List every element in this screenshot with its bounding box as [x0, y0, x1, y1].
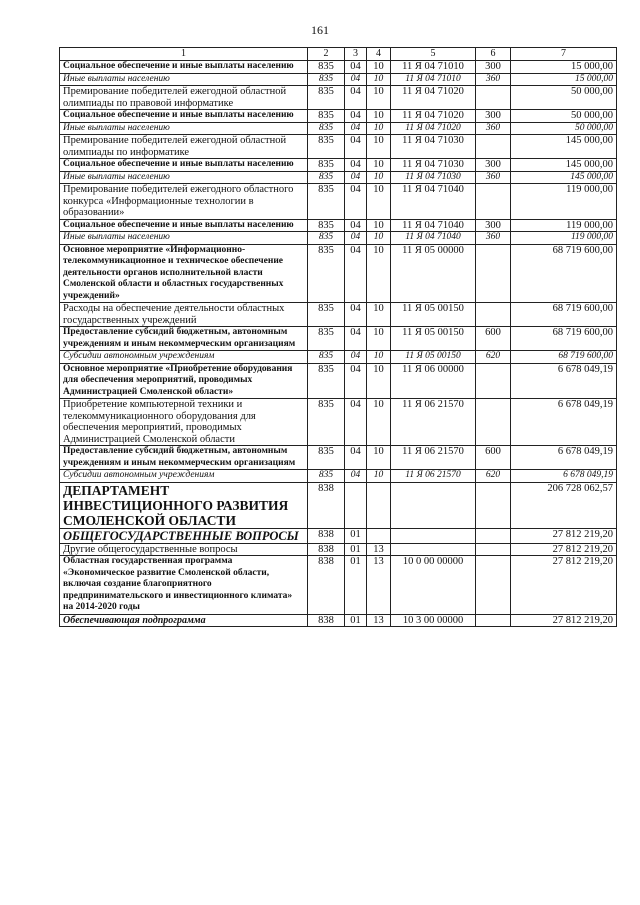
subsection-code-cell — [367, 482, 391, 528]
target-article-cell: 11 Я 04 71030 — [391, 159, 476, 172]
target-article-cell: 11 Я 06 00000 — [391, 363, 476, 399]
section-code-cell: 04 — [345, 363, 367, 399]
target-article-cell: 11 Я 06 21570 — [391, 399, 476, 446]
expense-type-cell — [476, 86, 511, 110]
row-name-cell: ОБЩЕГОСУДАРСТВЕННЫЕ ВОПРОСЫ — [60, 528, 308, 543]
amount-cell: 6 678 049,19 — [511, 399, 617, 446]
row-name-cell: Иные выплаты населению — [60, 232, 308, 245]
ministry-code-cell: 835 — [308, 159, 345, 172]
row-name-cell: Областная государственная программа «Экономическое развитие Смоленской области, включая создание благоприятного предпринимательского и инвестиционного климата» на 2014-2020 годы — [60, 556, 308, 615]
table-row — [60, 244, 617, 303]
subsection-code-cell: 10 — [367, 351, 391, 364]
row-name-cell: Премирование победителей ежегодной областной олимпиады по правовой информатике — [60, 86, 308, 110]
amount-cell: 68 719 600,00 — [511, 244, 617, 303]
ministry-code-cell: 838 — [308, 614, 345, 627]
subsection-code-cell: 10 — [367, 184, 391, 220]
amount-cell: 50 000,00 — [511, 86, 617, 110]
column-header: 1 — [60, 48, 308, 61]
subsection-code-cell: 10 — [367, 171, 391, 184]
expense-type-cell — [476, 244, 511, 303]
expense-type-cell: 360 — [476, 122, 511, 135]
ministry-code-cell: 835 — [308, 135, 345, 159]
target-article-cell: 11 Я 05 00150 — [391, 303, 476, 327]
row-name-cell: ДЕПАРТАМЕНТ ИНВЕСТИЦИОННОГО РАЗВИТИЯ СМОЛЕНСКОЙ ОБЛАСТИ — [60, 482, 308, 528]
expense-type-cell: 360 — [476, 232, 511, 245]
amount-cell: 15 000,00 — [511, 61, 617, 74]
target-article-cell: 11 Я 04 71040 — [391, 184, 476, 220]
target-article-cell: 10 0 00 00000 — [391, 556, 476, 615]
amount-cell: 145 000,00 — [511, 171, 617, 184]
ministry-code-cell: 835 — [308, 399, 345, 446]
section-code-cell: 04 — [345, 171, 367, 184]
target-article-cell: 11 Я 04 71040 — [391, 219, 476, 232]
subsection-code-cell: 10 — [367, 244, 391, 303]
expense-type-cell — [476, 184, 511, 220]
row-name-cell: Иные выплаты населению — [60, 122, 308, 135]
ministry-code-cell: 838 — [308, 556, 345, 615]
section-code-cell: 04 — [345, 110, 367, 123]
row-name-cell: Предоставление субсидий бюджетным, автономным учреждениям и иным некоммерческим организациям — [60, 446, 308, 470]
column-header: 5 — [391, 48, 476, 61]
table-row — [60, 399, 617, 446]
amount-cell: 50 000,00 — [511, 122, 617, 135]
table-row — [60, 556, 617, 615]
ministry-code-cell: 835 — [308, 303, 345, 327]
ministry-code-cell: 835 — [308, 363, 345, 399]
expense-type-cell: 600 — [476, 327, 511, 351]
expense-type-cell — [476, 135, 511, 159]
amount-cell: 68 719 600,00 — [511, 351, 617, 364]
amount-cell: 68 719 600,00 — [511, 327, 617, 351]
section-code-cell: 04 — [345, 61, 367, 74]
ministry-code-cell: 835 — [308, 327, 345, 351]
section-code-cell — [345, 482, 367, 528]
expense-type-cell: 360 — [476, 171, 511, 184]
target-article-cell: 11 Я 04 71010 — [391, 61, 476, 74]
row-name-cell: Социальное обеспечение и иные выплаты населению — [60, 61, 308, 74]
section-code-cell: 04 — [345, 219, 367, 232]
table-row — [60, 86, 617, 110]
table-row — [60, 73, 617, 86]
row-name-cell: Другие общегосударственные вопросы — [60, 543, 308, 556]
table-row — [60, 470, 617, 483]
target-article-cell: 11 Я 04 71040 — [391, 232, 476, 245]
amount-cell: 6 678 049,19 — [511, 470, 617, 483]
ministry-code-cell: 835 — [308, 61, 345, 74]
expense-type-cell — [476, 556, 511, 615]
amount-cell: 68 719 600,00 — [511, 303, 617, 327]
ministry-code-cell: 835 — [308, 244, 345, 303]
ministry-code-cell: 835 — [308, 470, 345, 483]
column-header: 7 — [511, 48, 617, 61]
subsection-code-cell: 10 — [367, 61, 391, 74]
expense-type-cell — [476, 363, 511, 399]
section-code-cell: 04 — [345, 446, 367, 470]
amount-cell: 27 812 219,20 — [511, 543, 617, 556]
section-code-cell: 01 — [345, 614, 367, 627]
budget-table — [59, 47, 617, 627]
ministry-code-cell: 838 — [308, 543, 345, 556]
subsection-code-cell: 10 — [367, 122, 391, 135]
row-name-cell: Обеспечивающая подпрограмма — [60, 614, 308, 627]
row-name-cell: Социальное обеспечение и иные выплаты населению — [60, 219, 308, 232]
table-row — [60, 122, 617, 135]
target-article-cell: 11 Я 06 21570 — [391, 470, 476, 483]
target-article-cell — [391, 543, 476, 556]
table-row — [60, 219, 617, 232]
expense-type-cell — [476, 303, 511, 327]
row-name-cell: Социальное обеспечение и иные выплаты населению — [60, 110, 308, 123]
subsection-code-cell: 10 — [367, 86, 391, 110]
subsection-code-cell: 13 — [367, 614, 391, 627]
amount-cell: 27 812 219,20 — [511, 614, 617, 627]
table-row — [60, 171, 617, 184]
amount-cell: 6 678 049,19 — [511, 363, 617, 399]
expense-type-cell — [476, 543, 511, 556]
target-article-cell — [391, 482, 476, 528]
target-article-cell: 11 Я 04 71020 — [391, 110, 476, 123]
row-name-cell: Социальное обеспечение и иные выплаты населению — [60, 159, 308, 172]
table-row — [60, 363, 617, 399]
target-article-cell — [391, 528, 476, 543]
row-name-cell: Основное мероприятие «Приобретение оборудования для обеспечения мероприятий, проводимых Администрацией Смоленской области» — [60, 363, 308, 399]
row-name-cell: Субсидии автономным учреждениям — [60, 351, 308, 364]
table-row — [60, 135, 617, 159]
ministry-code-cell: 835 — [308, 122, 345, 135]
amount-cell: 206 728 062,57 — [511, 482, 617, 528]
amount-cell: 6 678 049,19 — [511, 446, 617, 470]
row-name-cell: Премирование победителей ежегодной областной олимпиады по информатике — [60, 135, 308, 159]
table-row — [60, 110, 617, 123]
amount-cell: 27 812 219,20 — [511, 556, 617, 615]
subsection-code-cell: 10 — [367, 399, 391, 446]
expense-type-cell: 300 — [476, 159, 511, 172]
row-name-cell: Расходы на обеспечение деятельности областных государственных учреждений — [60, 303, 308, 327]
expense-type-cell — [476, 614, 511, 627]
expense-type-cell — [476, 399, 511, 446]
ministry-code-cell: 835 — [308, 171, 345, 184]
expense-type-cell: 600 — [476, 446, 511, 470]
row-name-cell: Субсидии автономным учреждениям — [60, 470, 308, 483]
table-row — [60, 614, 617, 627]
amount-cell: 119 000,00 — [511, 219, 617, 232]
subsection-code-cell: 10 — [367, 363, 391, 399]
section-code-cell: 01 — [345, 528, 367, 543]
target-article-cell: 11 Я 05 00150 — [391, 351, 476, 364]
target-article-cell: 11 Я 04 71020 — [391, 86, 476, 110]
subsection-code-cell: 10 — [367, 110, 391, 123]
amount-cell: 145 000,00 — [511, 159, 617, 172]
section-code-cell: 04 — [345, 184, 367, 220]
subsection-code-cell: 10 — [367, 446, 391, 470]
section-code-cell: 04 — [345, 303, 367, 327]
section-code-cell: 04 — [345, 399, 367, 446]
subsection-code-cell: 10 — [367, 73, 391, 86]
ministry-code-cell: 835 — [308, 232, 345, 245]
target-article-cell: 11 Я 04 71020 — [391, 122, 476, 135]
column-header-row — [60, 48, 617, 61]
section-code-cell: 01 — [345, 556, 367, 615]
target-article-cell: 11 Я 06 21570 — [391, 446, 476, 470]
table-row — [60, 543, 617, 556]
row-name-cell: Премирование победителей ежегодного областного конкурса «Информационные технологии в образовании» — [60, 184, 308, 220]
ministry-code-cell: 835 — [308, 73, 345, 86]
expense-type-cell: 300 — [476, 219, 511, 232]
ministry-code-cell: 838 — [308, 482, 345, 528]
ministry-code-cell: 835 — [308, 351, 345, 364]
subsection-code-cell: 10 — [367, 159, 391, 172]
column-header: 4 — [367, 48, 391, 61]
table-row — [60, 327, 617, 351]
target-article-cell: 11 Я 04 71010 — [391, 73, 476, 86]
target-article-cell: 11 Я 04 71030 — [391, 135, 476, 159]
target-article-cell: 10 3 00 00000 — [391, 614, 476, 627]
section-code-cell: 04 — [345, 135, 367, 159]
expense-type-cell — [476, 528, 511, 543]
subsection-code-cell: 13 — [367, 543, 391, 556]
column-header: 2 — [308, 48, 345, 61]
table-row — [60, 303, 617, 327]
section-code-cell: 04 — [345, 244, 367, 303]
row-name-cell: Приобретение компьютерной техники и телекоммуникационного оборудования для обеспечения мероприятий, проводимых Администрацией Смоленской области — [60, 399, 308, 446]
table-row — [60, 528, 617, 543]
subsection-code-cell: 10 — [367, 470, 391, 483]
expense-type-cell: 300 — [476, 61, 511, 74]
section-code-cell: 04 — [345, 470, 367, 483]
target-article-cell: 11 Я 04 71030 — [391, 171, 476, 184]
subsection-code-cell: 10 — [367, 219, 391, 232]
ministry-code-cell: 835 — [308, 184, 345, 220]
target-article-cell: 11 Я 05 00150 — [391, 327, 476, 351]
section-code-cell: 01 — [345, 543, 367, 556]
page-number: 161 — [311, 23, 329, 37]
ministry-code-cell: 835 — [308, 110, 345, 123]
ministry-code-cell: 835 — [308, 219, 345, 232]
table-row — [60, 232, 617, 245]
subsection-code-cell: 13 — [367, 556, 391, 615]
target-article-cell: 11 Я 05 00000 — [391, 244, 476, 303]
amount-cell: 119 000,00 — [511, 184, 617, 220]
row-name-cell: Иные выплаты населению — [60, 73, 308, 86]
expense-type-cell: 620 — [476, 470, 511, 483]
section-code-cell: 04 — [345, 159, 367, 172]
ministry-code-cell: 835 — [308, 86, 345, 110]
section-code-cell: 04 — [345, 122, 367, 135]
ministry-code-cell: 835 — [308, 446, 345, 470]
subsection-code-cell — [367, 528, 391, 543]
amount-cell: 27 812 219,20 — [511, 528, 617, 543]
expense-type-cell: 620 — [476, 351, 511, 364]
section-code-cell: 04 — [345, 232, 367, 245]
expense-type-cell — [476, 482, 511, 528]
amount-cell: 50 000,00 — [511, 110, 617, 123]
subsection-code-cell: 10 — [367, 327, 391, 351]
expense-type-cell: 300 — [476, 110, 511, 123]
row-name-cell: Иные выплаты населению — [60, 171, 308, 184]
subsection-code-cell: 10 — [367, 303, 391, 327]
table-row — [60, 446, 617, 470]
table-row — [60, 159, 617, 172]
subsection-code-cell: 10 — [367, 232, 391, 245]
table-row — [60, 482, 617, 528]
amount-cell: 119 000,00 — [511, 232, 617, 245]
ministry-code-cell: 838 — [308, 528, 345, 543]
section-code-cell: 04 — [345, 351, 367, 364]
row-name-cell: Основное мероприятие «Информационно-телекоммуникационное и техническое обеспечение деятельности органов исполнительной власти Смоленской области и областных государственных учреждений» — [60, 244, 308, 303]
row-name-cell: Предоставление субсидий бюджетным, автономным учреждениям и иным некоммерческим организациям — [60, 327, 308, 351]
table-row — [60, 184, 617, 220]
column-header: 6 — [476, 48, 511, 61]
table-row — [60, 351, 617, 364]
amount-cell: 15 000,00 — [511, 73, 617, 86]
section-code-cell: 04 — [345, 86, 367, 110]
section-code-cell: 04 — [345, 327, 367, 351]
table-row — [60, 61, 617, 74]
section-code-cell: 04 — [345, 73, 367, 86]
amount-cell: 145 000,00 — [511, 135, 617, 159]
subsection-code-cell: 10 — [367, 135, 391, 159]
column-header: 3 — [345, 48, 367, 61]
expense-type-cell: 360 — [476, 73, 511, 86]
